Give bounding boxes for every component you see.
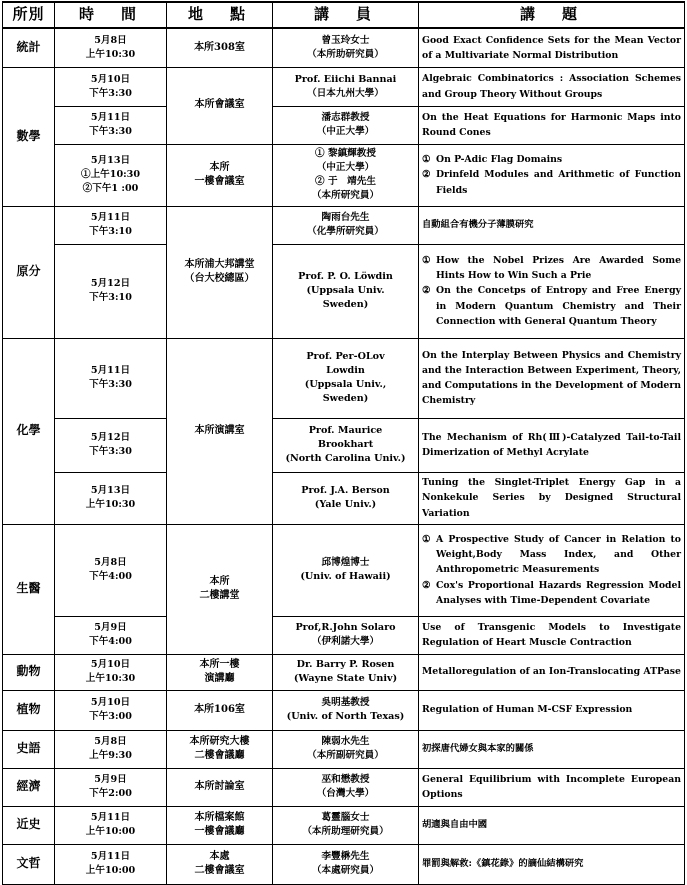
time-cell [55,690,167,730]
header-speaker: 講 員 [273,2,419,28]
speaker-line: Dr. Barry P. Rosen [296,659,395,671]
topic-item [422,253,681,283]
topic-list [422,532,681,607]
place-cell [167,67,273,144]
table-row [3,338,685,418]
speaker-line: (Univ. of Hawaii) [300,571,391,582]
place-line: 二樓會議室 [194,865,245,876]
topic-item [422,578,681,608]
topic-cell [419,690,685,730]
topic-number: ① [422,255,431,267]
place-line: 本所研究大樓 [189,735,250,747]
topic-text: Use of Transgenic Models to Investigate Regulation of Heart Muscle Contraction [422,621,681,648]
time-line: 5月11日 [90,365,131,377]
time-line: 下午3:00 [89,711,132,722]
speaker-line: (Uppsala Univ. [306,285,385,297]
place-line: 本所106室 [194,703,245,715]
speaker-cell [273,206,419,244]
time-line: 上午10:30 [85,673,136,684]
time-line: 上午10:00 [85,826,136,837]
speaker-cell [273,67,419,106]
time-line: 5月11日 [90,112,131,124]
topic-text: On the Heat Equations for Harmonic Maps into Round Cones [422,111,681,138]
topic-text: Cox's Proportional Hazards Regression Model Analyses with Time-Dependent Covariate [436,579,681,606]
time-cell [55,106,167,144]
time-line: 5月12日 [90,432,131,444]
time-line: 下午3:10 [89,292,132,303]
place-cell [167,206,273,338]
place-cell [167,338,273,524]
topic-text: Good Exact Confidence Sets for the Mean Vector of a Multivariate Normal Distribution [422,34,681,61]
topic-text: Metalloregulation of an Ion-Translocating ATPase [422,666,681,678]
time-line: 下午4:00 [89,636,132,647]
time-line: 5月10日 [90,73,131,85]
topic-number: ② [422,169,431,181]
institute-cell: 動物 [3,654,55,690]
institute-cell: 植物 [3,690,55,730]
speaker-cell [273,616,419,654]
place-cell [167,144,273,206]
time-cell [55,768,167,806]
topic-cell [419,730,685,768]
topic-text: Algebraic Combinatorics : Association Schemes and Group Theory Without Groups [422,73,681,100]
topic-cell [419,524,685,616]
speaker-line: Prof. P. O. Löwdin [298,271,393,283]
time-line: 5月8日 [94,557,127,569]
table-row [3,67,685,106]
speaker-line: (North Carolina Univ.) [285,452,406,464]
time-cell [55,244,167,338]
speaker-line: （中正大學） [316,126,375,137]
speaker-line: (Univ. of North Texas) [286,711,405,722]
topic-cell [419,768,685,806]
time-line: 上午10:00 [85,865,136,876]
table-row [3,106,685,144]
table-row [3,616,685,654]
header-time: 時 間 [55,2,167,28]
topic-text: Drinfeld Modules and Arithmetic of Function Fields [436,169,681,196]
topic-list [422,152,681,197]
topic-cell [419,616,685,654]
speaker-line: 潘志群教授 [321,112,370,124]
speaker-line: Prof. Maurice [308,425,383,437]
table-row [3,144,685,206]
institute-cell: 生醫 [3,524,55,654]
speaker-cell [273,690,419,730]
topic-cell [419,472,685,524]
topic-cell [419,28,685,67]
speaker-line: （中正大學） [316,162,375,174]
speaker-line: 陶雨台先生 [321,212,370,224]
time-cell [55,144,167,206]
speaker-cell [273,244,419,338]
time-line: ②下午1 :00 [82,182,139,194]
speaker-line: （台灣大學） [316,788,375,799]
header-place: 地 點 [167,2,273,28]
table-row [3,730,685,768]
time-cell [55,28,167,67]
header-topic: 講 題 [419,2,685,28]
speaker-cell [273,28,419,67]
topic-text: On the Interplay Between Physics and Chemistry and the Interaction Between Experiment, Theory, and Computations in the Development of Modern Chemistry [422,349,681,407]
place-cell [167,690,273,730]
time-cell [55,616,167,654]
institute-cell: 史語 [3,730,55,768]
time-line: 5月13日 [90,155,131,167]
topic-cell [419,67,685,106]
time-line: 5月9日 [94,774,127,786]
speaker-line: Prof. Per-OLov [306,351,385,363]
time-line: 上午10:30 [85,48,136,60]
speaker-cell [273,472,419,524]
place-line: 本所308室 [194,41,245,53]
institute-cell: 文哲 [3,844,55,884]
speaker-line: （化學所研究員） [307,226,384,237]
topic-list [422,253,681,328]
place-line: 本處 [209,850,230,862]
speaker-line: （伊利諾大學） [311,636,380,647]
institute-cell: 統計 [3,28,55,67]
speaker-line: ② 于 靖先生 [315,176,376,187]
topic-item [422,152,681,167]
speaker-line: 陳弱水先生 [321,736,370,748]
time-line: 5月8日 [94,34,127,46]
speaker-cell [273,844,419,884]
time-line: 下午2:00 [89,788,132,799]
time-cell [55,806,167,844]
speaker-cell [273,338,419,418]
table-row [3,524,685,616]
place-line: 本所一樓 [199,658,240,670]
topic-number: ① [422,154,431,166]
table-row [3,28,685,67]
place-line: 演講廳 [204,673,235,684]
time-cell [55,654,167,690]
speaker-line: （本所助理研究員） [302,826,389,837]
time-line: 下午3:30 [89,446,132,457]
topic-cell [419,106,685,144]
time-cell [55,472,167,524]
speaker-line: ① 黎鎮輝教授 [315,148,376,160]
topic-text: On the Concetps of Entropy and Free Energy in Modern Quantum Chemistry and Their Connection with General Quantum Theory [436,285,681,327]
speaker-line: （本所助研究員） [307,48,384,60]
topic-number: ① [422,534,431,546]
place-line: 本所會議室 [194,99,245,111]
speaker-line: 曾玉玲女士 [321,34,370,46]
place-line: 二樓講堂 [199,590,240,601]
table-row [3,768,685,806]
topic-number: ② [422,285,431,297]
speaker-line: （本所研究員） [311,189,380,201]
institute-cell: 原分 [3,206,55,338]
topic-item [422,532,681,577]
time-line: 下午3:30 [89,87,132,99]
topic-cell [419,144,685,206]
schedule-table [2,1,685,885]
topic-text: 罪罰與解救:《鎮花錄》的謫仙結構研究 [422,858,584,870]
place-line: 一樓會議室 [194,176,245,187]
place-cell [167,730,273,768]
speaker-line: Prof,R.John Solaro [295,622,396,634]
speaker-line: Prof. Eiichi Bannai [294,73,397,85]
time-line: 5月10日 [90,697,131,709]
speaker-cell [273,654,419,690]
topic-text: Tuning the Singlet-Triplet Energy Gap in a Nonkekule Series by Designed Structural Variation [422,477,681,519]
institute-cell: 數學 [3,67,55,206]
place-line: 本所 [209,575,230,587]
speaker-line: 巫和懋教授 [321,774,370,786]
institute-cell: 近史 [3,806,55,844]
speaker-cell [273,418,419,472]
speaker-line: Sweden) [322,298,369,310]
time-line: 5月11日 [90,812,131,824]
time-cell [55,418,167,472]
place-cell [167,28,273,67]
speaker-line: （本處研究員） [311,865,380,876]
time-line: 下午3:10 [89,226,132,237]
topic-text: Regulation of Human M-CSF Expression [422,704,633,716]
topic-text: 初探唐代婦女與本家的關係 [422,743,534,755]
speaker-cell [273,806,419,844]
place-cell [167,524,273,654]
place-line: 本所演講室 [194,424,245,436]
time-line: 5月9日 [94,622,127,634]
place-cell [167,768,273,806]
table-row [3,806,685,844]
topic-text: How the Nobel Prizes Are Awarded Some Hints How to Win Such a Prie [436,255,681,282]
time-line: 下午4:00 [89,571,132,582]
speaker-line: (Yale Univ.) [314,499,377,510]
header-institute: 所別 [3,2,55,28]
topic-cell [419,244,685,338]
time-line: 5月13日 [90,485,131,497]
place-line: 本所檔案館 [194,811,245,823]
topic-text: The Mechanism of Rh(Ⅲ)-Catalyzed Tail-to-Tail Dimerization of Methyl Acrylate [422,431,681,458]
table-row [3,418,685,472]
speaker-cell [273,106,419,144]
speaker-line: 葛靈腦女士 [321,812,370,824]
time-cell [55,206,167,244]
time-line: ①上午10:30 [80,169,141,181]
time-line: 下午3:30 [89,379,132,390]
time-cell [55,844,167,884]
speaker-line: Sweden) [322,392,369,404]
speaker-line: 吳明基教授 [321,697,370,709]
topic-cell [419,338,685,418]
place-cell [167,844,273,884]
time-line: 上午9:30 [89,750,132,761]
topic-text: A Prospective Study of Cancer in Relation to Weight,Body Mass Index, and Other Anthropometric Measurements [436,534,681,576]
institute-cell: 化學 [3,338,55,524]
speaker-line: （本所副研究員） [307,750,384,761]
place-line: 一樓會議廳 [194,826,245,837]
speaker-line: Prof. J.A. Berson [301,485,390,497]
time-line: 上午10:30 [85,499,136,510]
institute-cell: 經濟 [3,768,55,806]
place-line: （台大校總區） [184,273,255,284]
speaker-line: Lowdin [326,365,365,377]
place-cell [167,654,273,690]
time-line: 5月10日 [90,659,131,671]
time-cell [55,524,167,616]
speaker-line: (Wayne State Univ) [293,673,398,684]
place-line: 本所浦大邦講堂 [184,258,255,270]
time-cell [55,67,167,106]
topic-text: 自動組合有機分子薄膜研究 [422,219,534,231]
topic-cell [419,806,685,844]
time-cell [55,730,167,768]
speaker-cell [273,524,419,616]
topic-item [422,283,681,328]
table-row [3,244,685,338]
topic-text: General Equilibrium with Incomplete European Options [422,773,681,800]
time-line: 5月12日 [90,278,131,290]
speaker-line: 李豐楙先生 [321,851,370,863]
speaker-cell [273,730,419,768]
topic-item [422,167,681,197]
header-row [3,2,685,28]
topic-text: 胡適與自由中國 [422,819,488,831]
time-cell [55,338,167,418]
speaker-cell [273,768,419,806]
table-row [3,206,685,244]
time-line: 5月11日 [90,212,131,224]
topic-cell [419,654,685,690]
table-row [3,654,685,690]
speaker-line: （日本九州大學） [307,87,384,99]
place-line: 本所討論室 [194,780,245,792]
topic-cell [419,844,685,884]
time-line: 5月8日 [94,736,127,748]
place-line: 二樓會議廳 [194,750,245,761]
topic-text: On P-Adic Flag Domains [436,154,563,166]
place-line: 本所 [209,161,230,173]
speaker-cell [273,144,419,206]
speaker-line: 邱博煌博士 [321,557,370,569]
time-line: 5月11日 [90,851,131,863]
topic-cell [419,418,685,472]
place-cell [167,806,273,844]
table-row [3,690,685,730]
table-row [3,472,685,524]
schedule-body [3,28,685,884]
time-line: 下午3:30 [89,126,132,137]
speaker-line: Brookhart [317,439,374,451]
table-row [3,844,685,884]
topic-number: ② [422,579,431,591]
topic-cell [419,206,685,244]
speaker-line: (Uppsala Univ., [304,379,387,390]
